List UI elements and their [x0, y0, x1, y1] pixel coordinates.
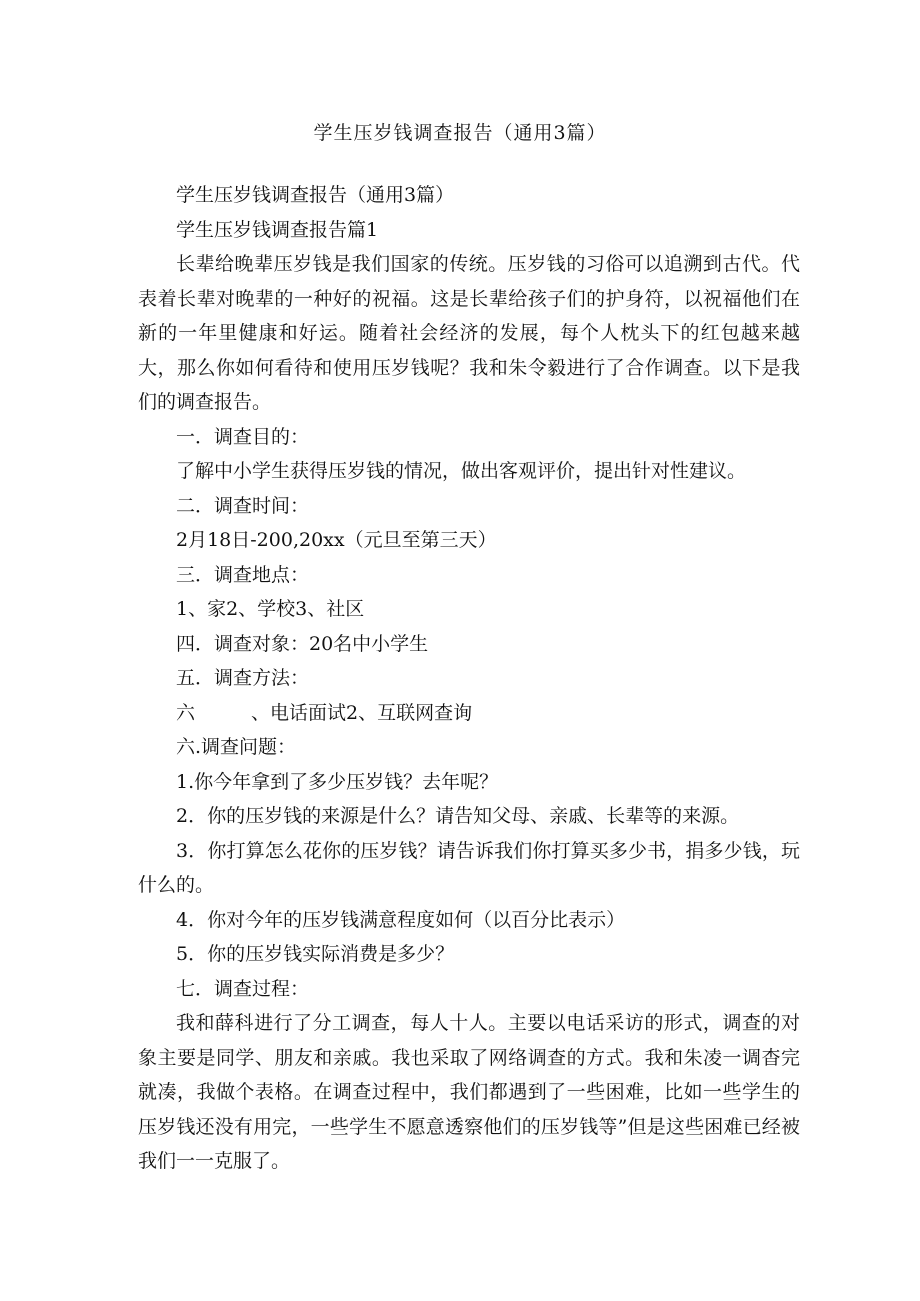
- place-text: 1、家2、学校3、社区: [176, 598, 365, 620]
- place-heading: 三．调查地点：: [176, 563, 310, 586]
- method-heading: 五．调查方法：: [176, 667, 310, 689]
- purpose-heading: 一．调查目的：: [176, 425, 310, 448]
- process-paragraph: 我和薛科进行了分工调查，每人十人。主要以电话采访的形式，调查的对象主要是同学、朋友和亲戚。我也采取了网络调查的方式。我和朱凌一调杳完就凑，我做个表格。在调查过程中，我们都遇到了一些困难，比如一些学生的压岁钱还没有用完，一些学生不愿意透察他们的压岁钱等”但是这些困难已经被我们一一克服了。: [138, 1012, 800, 1172]
- document-subtitle: 学生压岁钱调查报告（通用3篇）: [176, 184, 455, 206]
- document-body: [138, 178, 800, 1179]
- question-2: 2．你的压岁钱的来源是什么？请告知父母、亲戚、长辈等的来源。: [176, 805, 740, 827]
- method-text: 、电话面试2、互联网查询: [251, 701, 473, 724]
- document-title: 学生压岁钱调查报告（通用3篇）: [313, 122, 607, 144]
- process-heading: 七．调查过程：: [176, 977, 310, 1000]
- time-heading: 二．调查时间：: [176, 494, 310, 517]
- purpose-text: 了解中小学生获得压岁钱的情况，做出客观评价，提出针对性建议。: [176, 460, 747, 482]
- question-5: 5．你的压岁钱实际消费是多少？: [176, 943, 455, 965]
- question-1: 1.你今年拿到了多少压岁钱？去年呢？: [176, 770, 499, 793]
- intro-paragraph: 长辈给晚辈压岁钱是我们国家的传统。压岁钱的习俗可以追溯到古代。代表着长辈对晚辈的一种好的祝福。这是长辈给孩子们的护身符，以祝福他们在新的一年里健康和好运。随着社会经济的发展，每个人枕头下的红包越来越大，那么你如何看待和使用压岁钱呢？我和朱令毅进行了合作调查。以下是我们的调查报告。: [138, 253, 800, 413]
- method-prefix: 六: [176, 701, 196, 724]
- section-heading: 学生压岁钱调查报告篇1: [176, 218, 379, 241]
- questions-heading: 六.调查问题：: [176, 736, 297, 758]
- question-4: 4．你对今年的压岁钱满意程度如何（以百分比表示）: [176, 908, 626, 931]
- object-heading: 四．调查对象：20名中小学生: [176, 632, 429, 655]
- question-3: 3．你打算怎么花你的压岁钱？请告诉我们你打算买多少书，捐多少钱，玩什么的。: [138, 839, 800, 896]
- method-line: [138, 696, 800, 731]
- time-text: 2月18日-200,20xx（元旦至第三天）: [176, 529, 497, 551]
